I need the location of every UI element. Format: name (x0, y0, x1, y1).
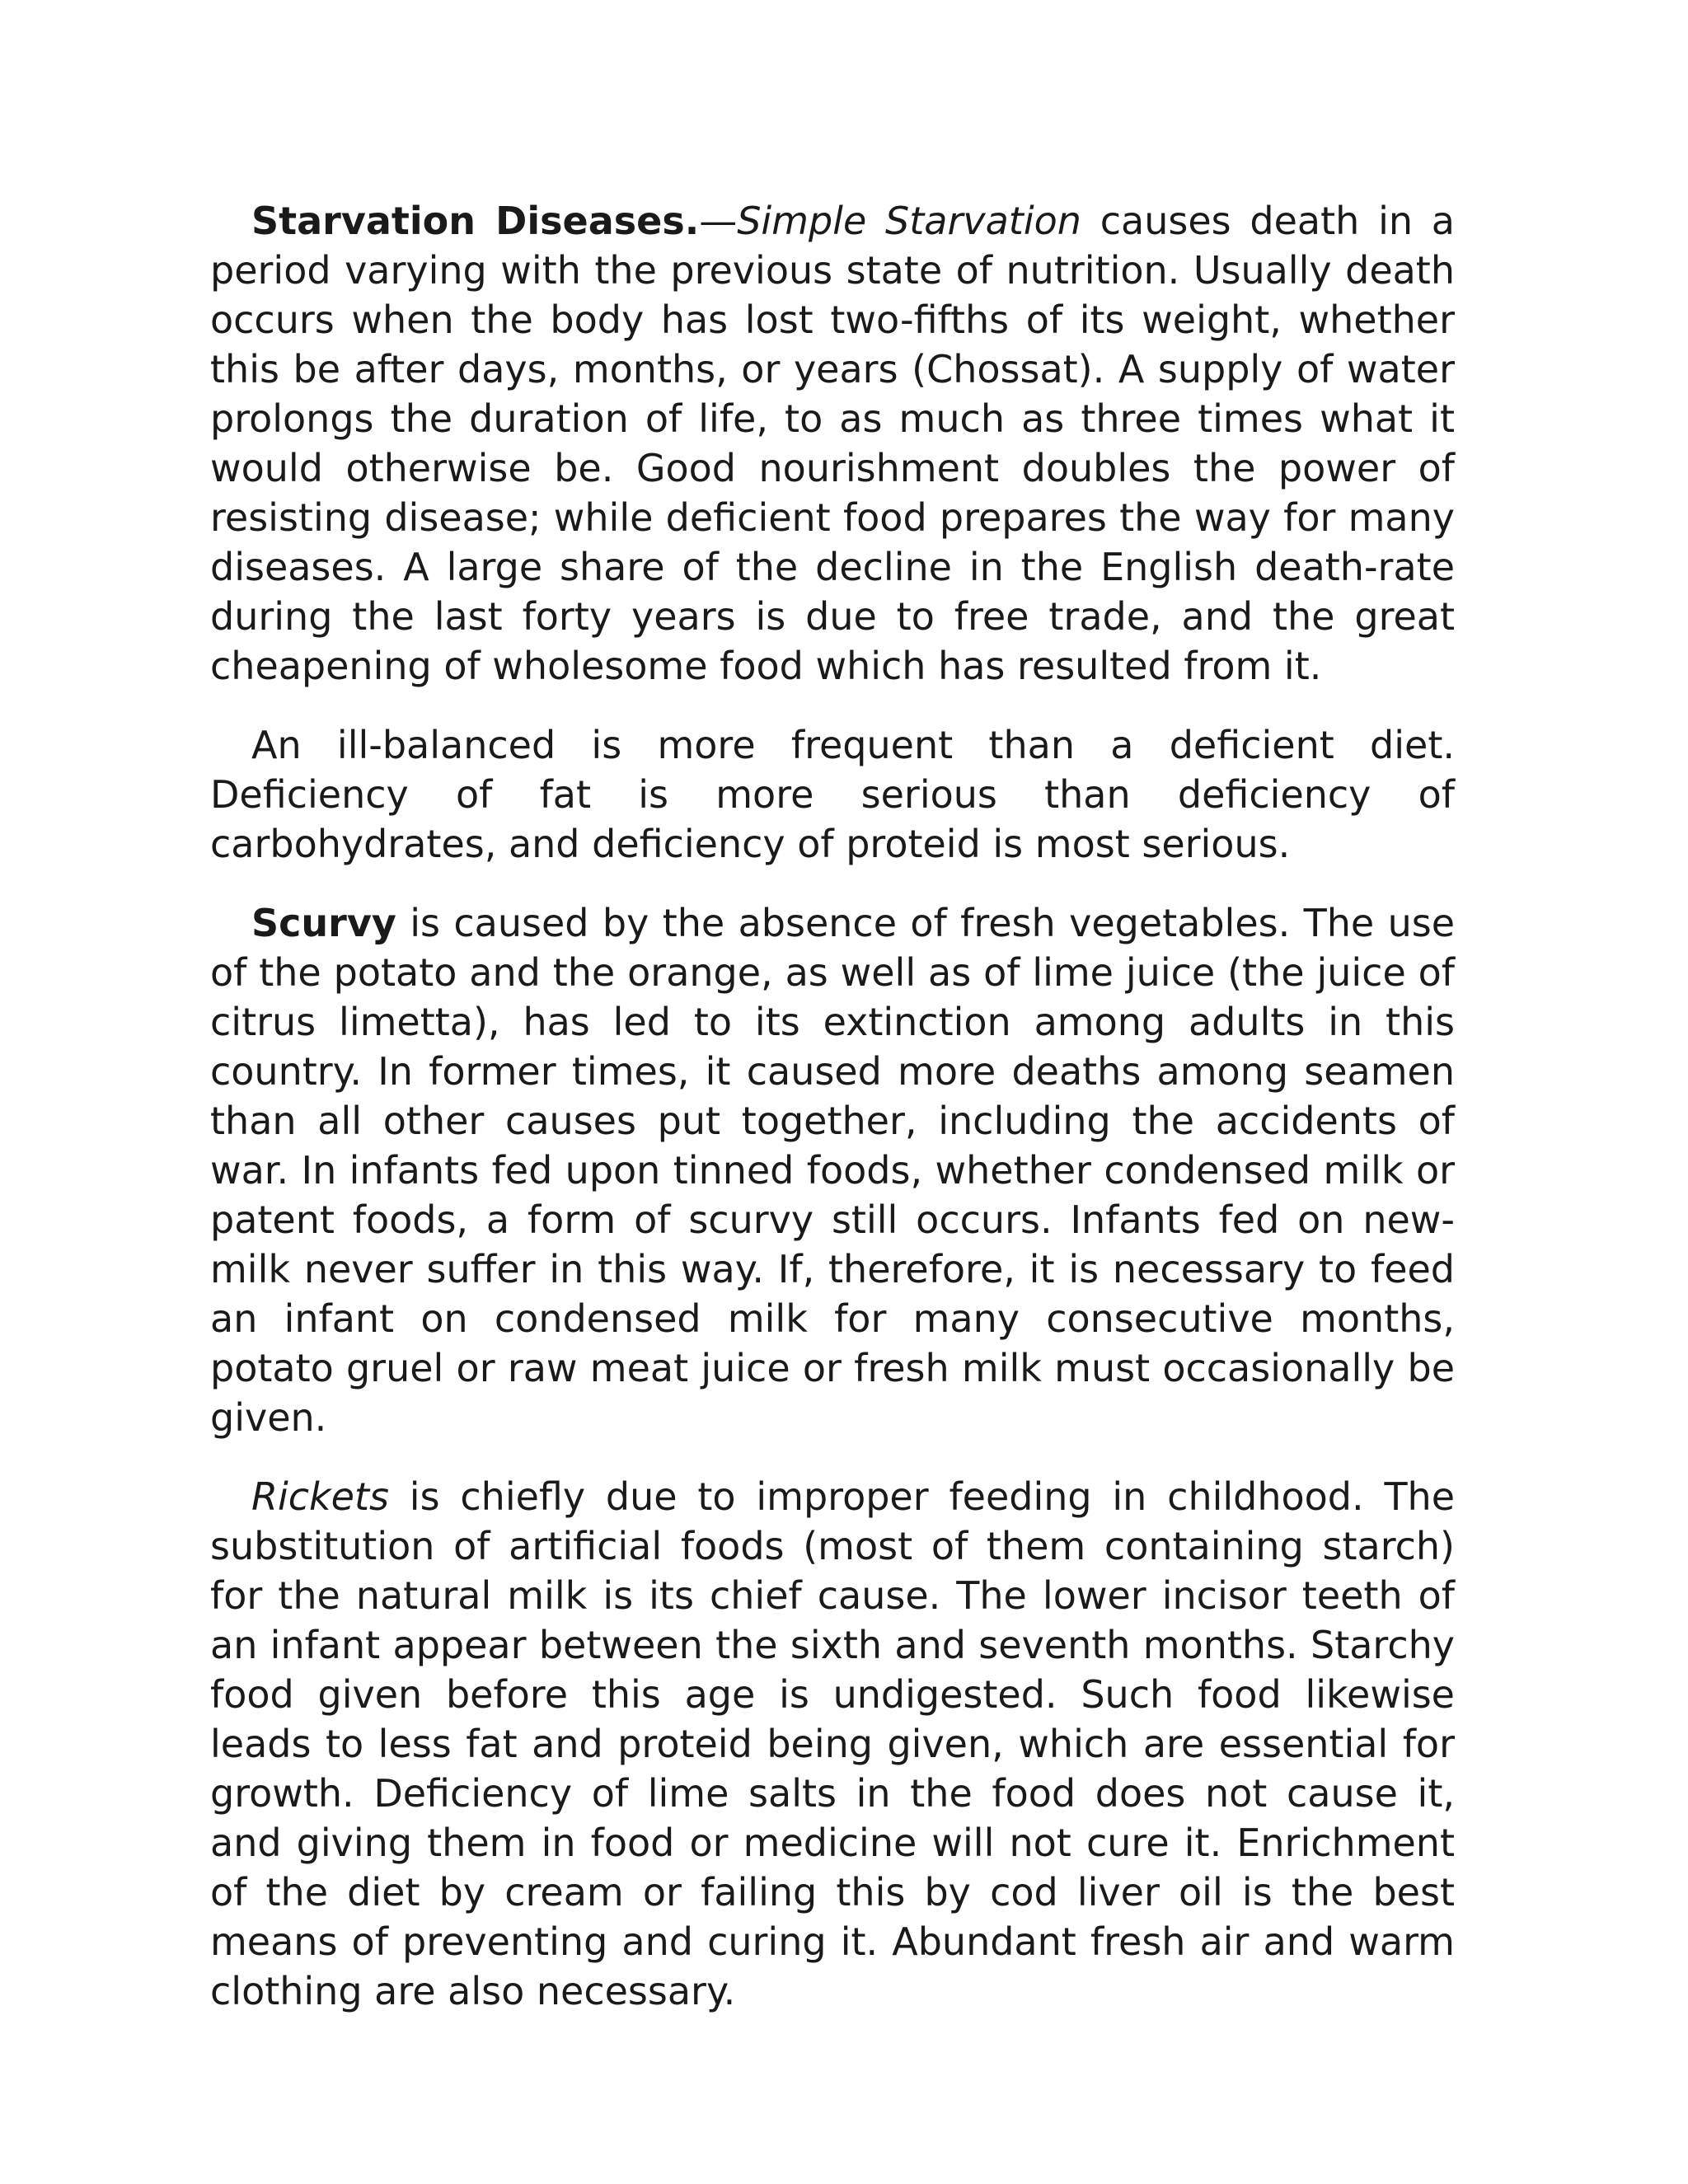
paragraph-ill-balanced-diet (210, 720, 1455, 869)
term-simple-starvation: Simple Starvation (737, 199, 1081, 243)
paragraph-rickets (210, 1472, 1455, 2016)
paragraph-text: causes death in a period varying with the previous state of nutrition. Usually death occurs when the body has lost two-fifths of its weight, whether this be after days, months, or years (Chossat). A supply of water prolongs the duration of life, to as much as three times what it would otherwise be. Good nourishment doubles the power of resisting disease; while deficient food prepares the way for many diseases. A large share of the decline in the English death-rate during the last forty years is due to free trade, and the great cheapening of wholesome food which has resulted from it. (210, 199, 1455, 688)
paragraph-starvation (210, 196, 1455, 691)
document-page (210, 196, 1455, 2016)
term-rickets: Rickets (251, 1474, 389, 1519)
heading-scurvy: Scurvy (251, 901, 396, 945)
paragraph-text: is chiefly due to improper feeding in childhood. The substitution of artificial foods (most of them containing starch) for the natural milk is its chief cause. The lower incisor teeth of an infant appear between the sixth and seventh months. Starchy food given before this age is undigested. Such food likewise leads to less fat and proteid being given, which are essential for growth. Deficiency of lime salts in the food does not cause it, and giving them in food or medicine will not cure it. Enrichment of the diet by cream or failing this by cod liver oil is the best means of preventing and curing it. Abundant fresh air and warm clothing are also necessary. (210, 1474, 1455, 2013)
em-dash: — (699, 199, 738, 243)
paragraph-text: is caused by the absence of fresh vegetables. The use of the potato and the orange, as well as of lime juice (the juice of citrus limetta), has led to its extinction among adults in this country. In former times, it caused more deaths among seamen than all other causes put together, including the accidents of war. In infants fed upon tinned foods, whether condensed milk or patent foods, a form of scurvy still occurs. Infants fed on new-milk never suffer in this way. If, therefore, it is necessary to feed an infant on condensed milk for many consecutive months, potato gruel or raw meat juice or fresh milk must occasionally be given. (210, 901, 1455, 1440)
heading-starvation-diseases: Starvation Diseases. (251, 199, 700, 243)
paragraph-text: An ill-balanced is more frequent than a deficient diet. Deficiency of fat is more serious than deficiency of carbohydrates, and deficiency of proteid is most serious. (210, 723, 1455, 866)
paragraph-scurvy (210, 898, 1455, 1442)
